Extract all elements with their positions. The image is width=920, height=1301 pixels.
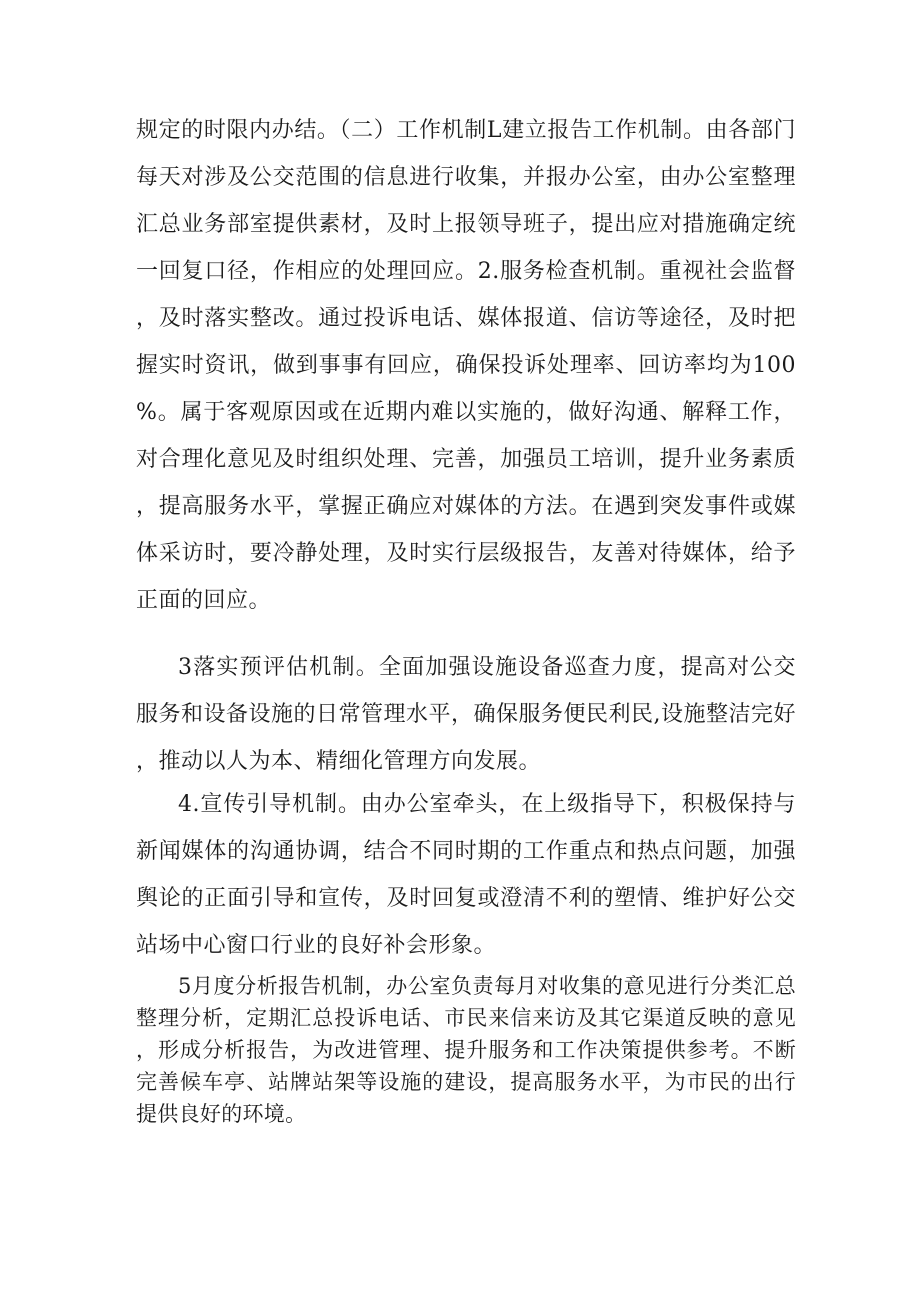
paragraph-publicity-guidance: 4.宣传引导机制。由办公室牵头，在上级指导下，积极保持与新闻媒体的沟通协调，结合不同时期的工作重点和热点问题，加强舆论的正面引导和宣传，及时回复或澄清不利的塑情、维护好公交站场中心窗口行业的良好补会形象。 [136, 792, 796, 958]
paragraph-pre-assessment: 3落实预评估机制。全面加强设施设备巡查力度，提高对公交服务和设备设施的日常管理水平，确保服务便民利民,设施整洁完好，推动以人为本、精细化管理方向发展。 [136, 655, 796, 774]
paragraph-monthly-report: 5月度分析报告机制，办公室负责每月对收集的意见进行分类汇总整理分析，定期汇总投诉电话、市民来信来访及其它渠道反映的意见，形成分析报告，为改进管理、提升服务和工作决策提供参考。不断完善候车亭、站牌站架等设施的建设，提高服务水平，为市民的出行提供良好的环境。 [136, 974, 796, 1126]
paragraph-work-mechanism: 规定的时限内办结。（二）工作机制L建立报告工作机制。由各部门每天对涉及公交范围的信息进行收集，并报办公室，由办公室整理汇总业务部室提供素材，及时上报领导班子，提出应对措施确定统一回复口径，作相应的处理回应。2.服务检查机制。重视社会监督，及时落实整改。通过投诉电话、媒体报道、信访等途径，及时把握实时资讯，做到事事有回应，确保投诉处理率、回访率均为100%。属于客观原因或在近期内难以实施的，做好沟通、解释工作，对合理化意见及时组织处理、完善，加强员工培训，提升业务素质，提高服务水平，掌握正确应对媒体的方法。在遇到突发事件或媒体采访时，要冷静处理，及时实行层级报告，友善对待媒体，给予正面的回应。 [136, 118, 796, 613]
